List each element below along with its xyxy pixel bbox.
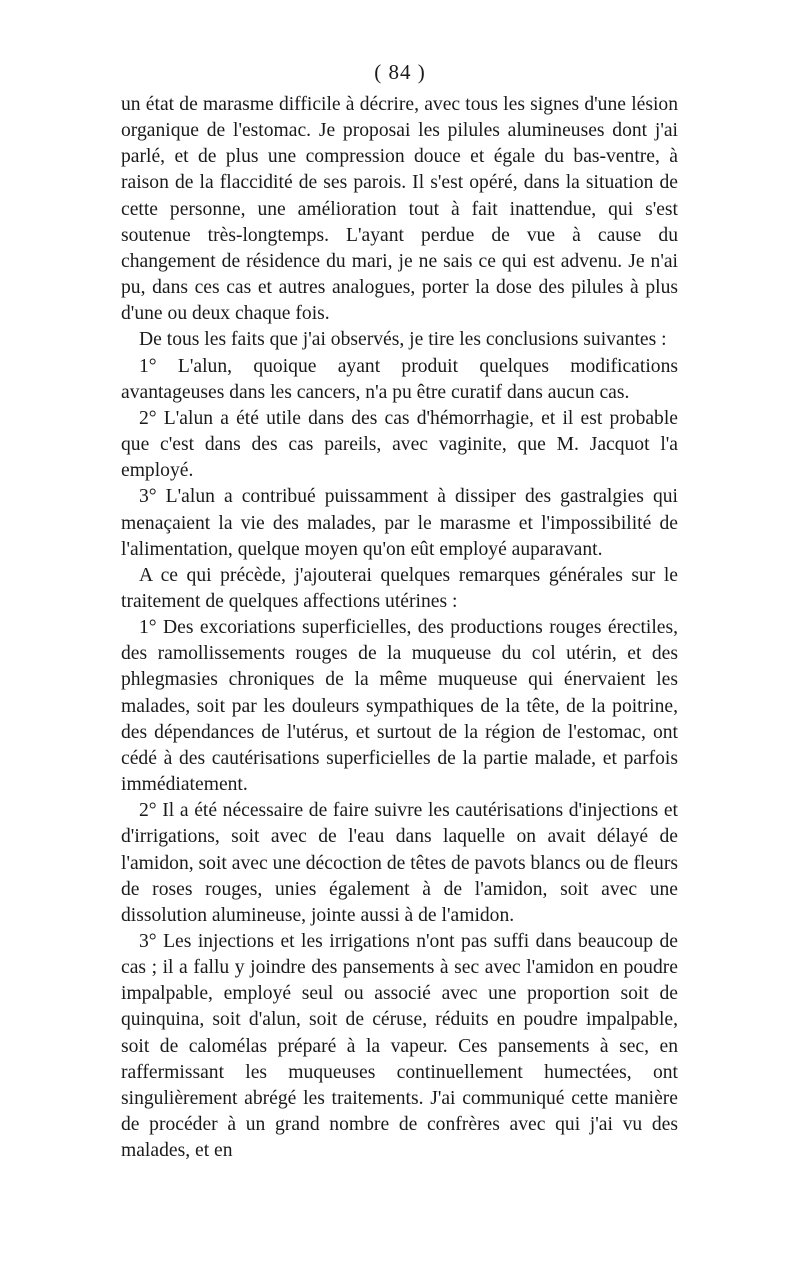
paragraph-conclusions-intro: De tous les faits que j'ai observés, je tire les conclusions suivantes :: [139, 329, 667, 351]
paragraph-conclusion-2: 2° L'alun a été utile dans des cas d'hémorrhagie, et il est probable que c'est dans des cas pareils, avec vaginite, que M. Jacquot l'a employé.: [121, 407, 678, 482]
paragraph-continuation: un état de marasme difficile à décrire, avec tous les signes d'une lésion organique de l'estomac. Je proposai les pilules alumineuses dont j'ai parlé, et de plus une compression douce et égale du bas-ventre, à raison de la flaccidité de ses parois. Il s'est opéré, dans la situation de cette personne, une amélioration tout à fait inattendue, qui s'est soutenue très-longtemps. L'ayant perdue de vue à cause du changement de résidence du mari, je ne sais ce qui est advenu. Je n'ai pu, dans ces cas et autres analogues, porter la dose des pilules à plus d'une ou deux chaque fois.: [121, 94, 678, 325]
paragraph-remark-3: 3° Les injections et les irrigations n'ont pas suffi dans beaucoup de cas ; il a fallu y joindre des pansements à sec avec l'amidon en poudre impalpable, employé seul ou associé avec une proportion soit de quinquina, soit d'alun, soit de céruse, réduits en poudre impalpable, soit de calomélas préparé à la vapeur. Ces pansements à sec, en raffermissant les muqueuses continuellement humectées, ont singulièrement abrégé les traitements. J'ai communiqué cette manière de procéder à un grand nombre de confrères avec qui j'ai vu des malades, et en: [121, 931, 678, 1162]
paragraph-remarks-intro: A ce qui précède, j'ajouterai quelques remarques générales sur le traitement de quelques affections utérines :: [121, 564, 678, 612]
paragraph-conclusion-1: 1° L'alun, quoique ayant produit quelques modifications avantageuses dans les cancers, n'a pu être curatif dans aucun cas.: [121, 355, 678, 403]
paragraph-remark-2: 2° Il a été nécessaire de faire suivre les cautérisations d'injections et d'irrigations, soit avec de l'eau dans laquelle on avait délayé de l'amidon, soit avec une décoction de têtes de pavots blancs ou de fleurs de roses rouges, unies également à de l'amidon, soit avec une dissolution alumineuse, jointe aussi à de l'amidon.: [121, 800, 678, 926]
paragraph-remark-1: 1° Des excoriations superficielles, des productions rouges érectiles, des ramollissements rouges de la muqueuse du col utérin, et des phlegmasies chroniques de la même muqueuse qui énervaient les malades, soit par les douleurs sympathiques de la tête, de la poitrine, des dépendances de l'utérus, et surtout de la région de l'estomac, ont cédé à des cautérisations superficielles de la partie malade, et parfois immédiatement.: [121, 617, 678, 796]
page-number: ( 84 ): [374, 60, 426, 84]
paragraph-conclusion-3: 3° L'alun a contribué puissamment à dissiper des gastralgies qui menaçaient la vie des malades, par le marasme et l'impossibilité de l'alimentation, quelque moyen qu'on eût employé auparavant.: [121, 486, 678, 560]
body-text: [121, 92, 678, 1164]
